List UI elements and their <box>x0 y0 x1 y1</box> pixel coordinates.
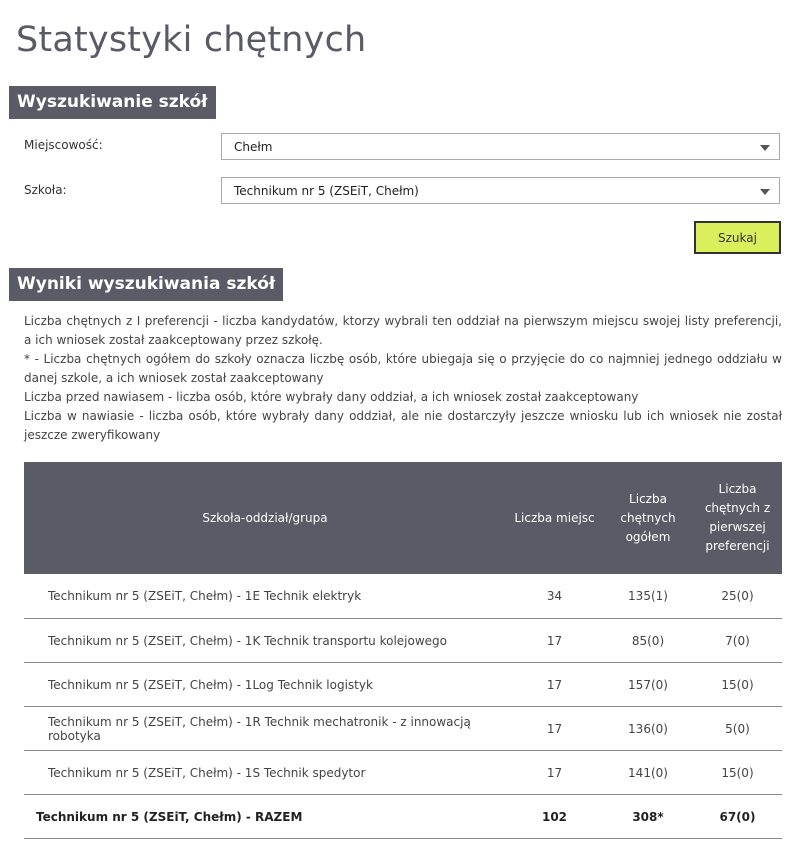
table-row <box>24 751 782 795</box>
chevron-down-icon <box>760 145 770 151</box>
school-select-value: Technikum nr 5 (ZSEiT, Chełm) <box>234 184 419 198</box>
page-title: Statystyki chętnych <box>16 20 367 60</box>
summary-name: Technikum nr 5 (ZSEiT, Chełm) - RAZEM <box>24 795 506 839</box>
row-total: 135(1) <box>603 574 693 619</box>
row-first: 15(0) <box>693 751 782 795</box>
table-row <box>24 574 782 619</box>
row-first: 5(0) <box>693 707 782 751</box>
column-header-first: Liczba chętnych z pierwszej preferencji <box>693 462 782 574</box>
table-row <box>24 619 782 663</box>
table-row <box>24 707 782 751</box>
results-table <box>24 462 782 839</box>
city-select[interactable] <box>221 133 780 160</box>
row-name: Technikum nr 5 (ZSEiT, Chełm) - 1S Technik spedytor <box>24 751 506 795</box>
column-header-total: Liczba chętnych ogółem <box>603 462 693 574</box>
row-places: 17 <box>506 751 603 795</box>
legend-line: * - Liczba chętnych ogółem do szkoły oznacza liczbę osób, które ubiegaja się o przyjęcie do co najmniej jednego oddziału w danej szkole, a ich wniosek został zaakceptowany <box>24 352 782 385</box>
row-first: 15(0) <box>693 663 782 707</box>
search-section-header: Wyszukiwanie szkół <box>9 86 216 119</box>
row-total: 85(0) <box>603 619 693 663</box>
table-header-row <box>24 462 782 574</box>
row-places: 34 <box>506 574 603 619</box>
school-label: Szkoła: <box>24 183 67 197</box>
summary-first: 67(0) <box>693 795 782 839</box>
row-total: 157(0) <box>603 663 693 707</box>
search-button[interactable]: Szukaj <box>694 221 781 254</box>
row-first: 25(0) <box>693 574 782 619</box>
table-row <box>24 663 782 707</box>
school-select[interactable] <box>221 177 780 204</box>
column-header-name: Szkoła-oddział/grupa <box>24 462 506 574</box>
row-first: 7(0) <box>693 619 782 663</box>
results-section-header: Wyniki wyszukiwania szkół <box>9 268 283 301</box>
row-name: Technikum nr 5 (ZSEiT, Chełm) - 1E Technik elektryk <box>24 574 506 619</box>
city-select-value: Chełm <box>234 140 273 154</box>
chevron-down-icon <box>760 189 770 195</box>
row-places: 17 <box>506 663 603 707</box>
table-summary-row <box>24 795 782 839</box>
row-name: Technikum nr 5 (ZSEiT, Chełm) - 1Log Technik logistyk <box>24 663 506 707</box>
column-header-places: Liczba miejsc <box>506 462 603 574</box>
legend-line: Liczba w nawiasie - liczba osób, które wybrały dany oddział, ale nie dostarczyły jeszcze wniosku lub ich wniosek nie został jeszcze zweryfikowany <box>24 409 782 442</box>
legend-line: Liczba chętnych z I preferencji - liczba kandydatów, ktorzy wybrali ten oddział na pierwszym miejscu swojej listy preferencji, a ich wniosek został zaakceptowany przez szkołę. <box>24 314 782 347</box>
summary-places: 102 <box>506 795 603 839</box>
city-label: Miejscowość: <box>24 138 103 152</box>
results-legend <box>24 312 782 445</box>
row-name: Technikum nr 5 (ZSEiT, Chełm) - 1R Technik mechatronik - z innowacją robotyka <box>24 707 506 751</box>
summary-total: 308* <box>603 795 693 839</box>
row-places: 17 <box>506 707 603 751</box>
row-name: Technikum nr 5 (ZSEiT, Chełm) - 1K Technik transportu kolejowego <box>24 619 506 663</box>
row-total: 141(0) <box>603 751 693 795</box>
legend-line: Liczba przed nawiasem - liczba osób, które wybrały dany oddział, a ich wniosek został zaakceptowany <box>24 390 639 404</box>
row-places: 17 <box>506 619 603 663</box>
row-total: 136(0) <box>603 707 693 751</box>
